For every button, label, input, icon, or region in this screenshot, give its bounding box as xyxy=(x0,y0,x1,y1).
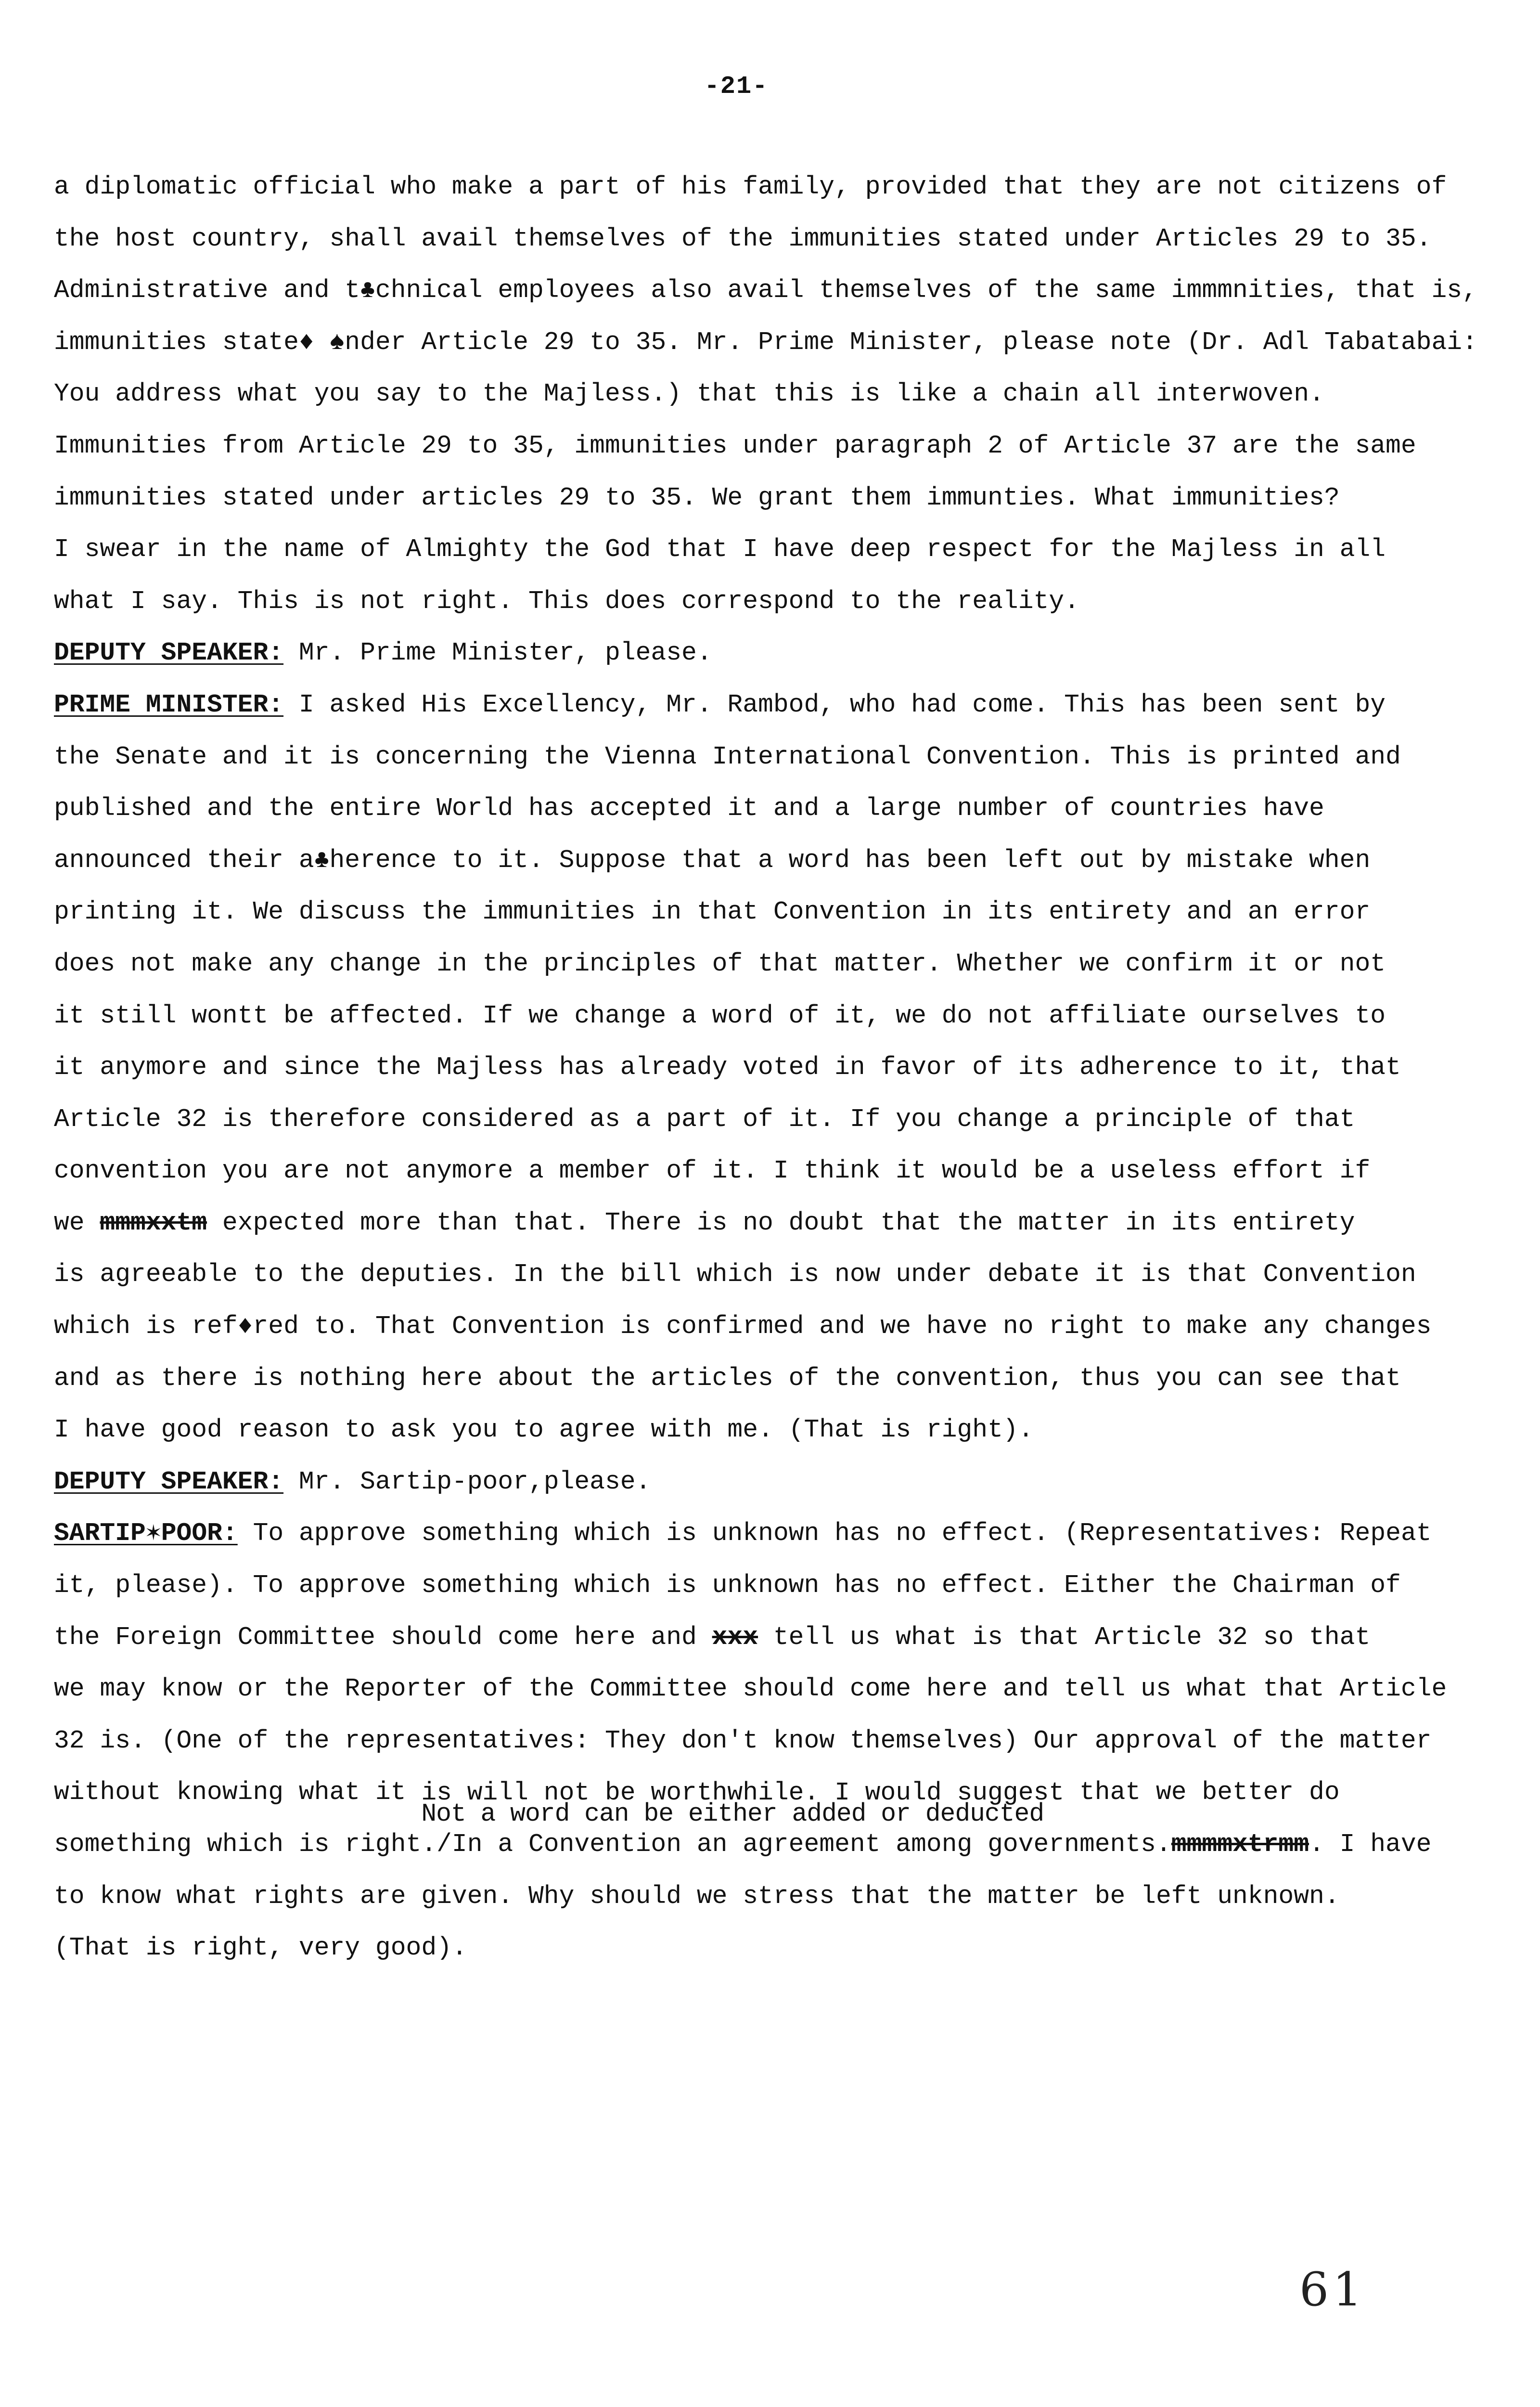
text-line-13: published and the entire World has accepted it and a large number of countries have xyxy=(54,794,1324,823)
speech-text: we xyxy=(54,1208,100,1237)
text-line-10 xyxy=(54,627,1507,679)
speaker-label-prime-minister: PRIME MINISTER: xyxy=(54,690,284,719)
transcript-body xyxy=(54,161,1507,1974)
text-line-3: Administrative and t♣chnical employees also avail themselves of the same immmnities, that is, xyxy=(54,276,1477,305)
text-line-14: announced their a♣herence to it. Suppose that a word has been left out by mistake when xyxy=(54,845,1371,875)
struck-out-text: mmmmxtrmm xyxy=(1171,1830,1309,1859)
text-line-7: immunities stated under articles 29 to 35. We grant them immunties. What immunities? xyxy=(54,483,1340,512)
speech-text: . I have xyxy=(1309,1830,1432,1859)
text-line-19: Article 32 is therefore considered as a part of it. If you change a principle of that xyxy=(54,1104,1355,1134)
overtyped-correction xyxy=(421,1778,1065,1829)
speech-text: expected more than that. There is no doubt that the matter in its entirety xyxy=(207,1208,1355,1237)
overtyped-original-text: is will not be worthwhile. I would suggest xyxy=(421,1778,1065,1808)
text-line-28: it, please). To approve something which is unknown has no effect. Either the Chairman of xyxy=(54,1571,1401,1600)
speaker-label-deputy-speaker: DEPUTY SPEAKER: xyxy=(54,1467,284,1496)
text-line-1: a diplomatic official who make a part of his family, provided that they are not citizens of xyxy=(54,172,1447,201)
text-line-2: the host country, shall avail themselves of the immunities stated under Articles 29 to 35. xyxy=(54,224,1432,253)
speaker-label-sartip-poor: SARTIP✶POOR: xyxy=(54,1519,238,1548)
speech-text: To approve something which is unknown has no effect. (Representatives: Repeat xyxy=(237,1519,1432,1548)
text-line-23: which is ref♦red to. That Convention is confirmed and we have no right to make any changes xyxy=(54,1312,1432,1341)
text-line-4: immunities state♦ ♠nder Article 29 to 35. Mr. Prime Minister, please note (Dr. Adl Tabatabai: xyxy=(54,327,1477,357)
text-line-15: printing it. We discuss the immunities in that Convention in its entirety and an error xyxy=(54,897,1371,927)
page-number-header: -21- xyxy=(704,72,769,101)
speech-text: I asked His Excellency, Mr. Rambod, who had come. This has been sent by xyxy=(283,690,1386,719)
speech-text: that we better do xyxy=(1064,1778,1340,1807)
text-line-22: is agreeable to the deputies. In the bill which is now under debate it is that Convention xyxy=(54,1260,1416,1289)
text-line-26 xyxy=(54,1456,1507,1508)
text-line-12: the Senate and it is concerning the Vienna International Convention. This is printed and xyxy=(54,742,1401,771)
speech-text: Mr. Prime Minister, please. xyxy=(283,638,712,668)
text-line-32 xyxy=(54,1767,1507,1829)
text-line-5: You address what you say to the Majless.) that this is like a chain all interwoven. xyxy=(54,379,1324,409)
speech-text: tell us what is that Article 32 so that xyxy=(758,1622,1371,1652)
text-line-29 xyxy=(54,1612,1507,1664)
struck-out-text: xxx xyxy=(712,1622,758,1652)
text-line-6: Immunities from Article 29 to 35, immunities under paragraph 2 of Article 37 are the same xyxy=(54,431,1416,460)
struck-out-text: mmmxxtm xyxy=(100,1208,207,1237)
text-line-9: what I say. This is not right. This does correspond to the reality. xyxy=(54,586,1079,616)
text-line-17: it still wontt be affected. If we change a word of it, we do not affiliate ourselves to xyxy=(54,1001,1386,1030)
speech-text: the Foreign Committee should come here and xyxy=(54,1622,712,1652)
text-line-18: it anymore and since the Majless has already voted in favor of its adherence to it, that xyxy=(54,1053,1401,1082)
text-line-20: convention you are not anymore a member of it. I think it would be a useless effort if xyxy=(54,1156,1371,1186)
text-line-11 xyxy=(54,679,1507,731)
text-line-24: and as there is nothing here about the articles of the convention, thus you can see that xyxy=(54,1363,1401,1393)
text-line-31: 32 is. (One of the representatives: They don't know themselves) Our approval of the matter xyxy=(54,1726,1432,1755)
text-line-35: (That is right, very good). xyxy=(54,1933,467,1963)
text-line-30: we may know or the Reporter of the Committee should come here and tell us what that Article xyxy=(54,1674,1447,1704)
folio-page-number: 61 xyxy=(1299,2263,1366,2316)
overtyped-insert-text: Not a word can be either added or deducted xyxy=(421,1799,1044,1829)
text-line-16: does not make any change in the principles of that matter. Whether we confirm it or not xyxy=(54,949,1386,978)
speech-text: Mr. Sartip-poor,please. xyxy=(283,1467,651,1496)
speaker-label-deputy-speaker: DEPUTY SPEAKER: xyxy=(54,638,284,668)
text-line-8: I swear in the name of Almighty the God that I have deep respect for the Majless in all xyxy=(54,535,1386,564)
speech-text: without knowing what it xyxy=(54,1778,422,1807)
text-line-21 xyxy=(54,1197,1507,1249)
text-line-34: to know what rights are given. Why should we stress that the matter be left unknown. xyxy=(54,1881,1340,1911)
text-line-25: I have good reason to ask you to agree with me. (That is right). xyxy=(54,1415,1034,1445)
text-line-27 xyxy=(54,1508,1507,1560)
speech-text: something which is right./In a Convention an agreement among governments. xyxy=(54,1830,1171,1859)
